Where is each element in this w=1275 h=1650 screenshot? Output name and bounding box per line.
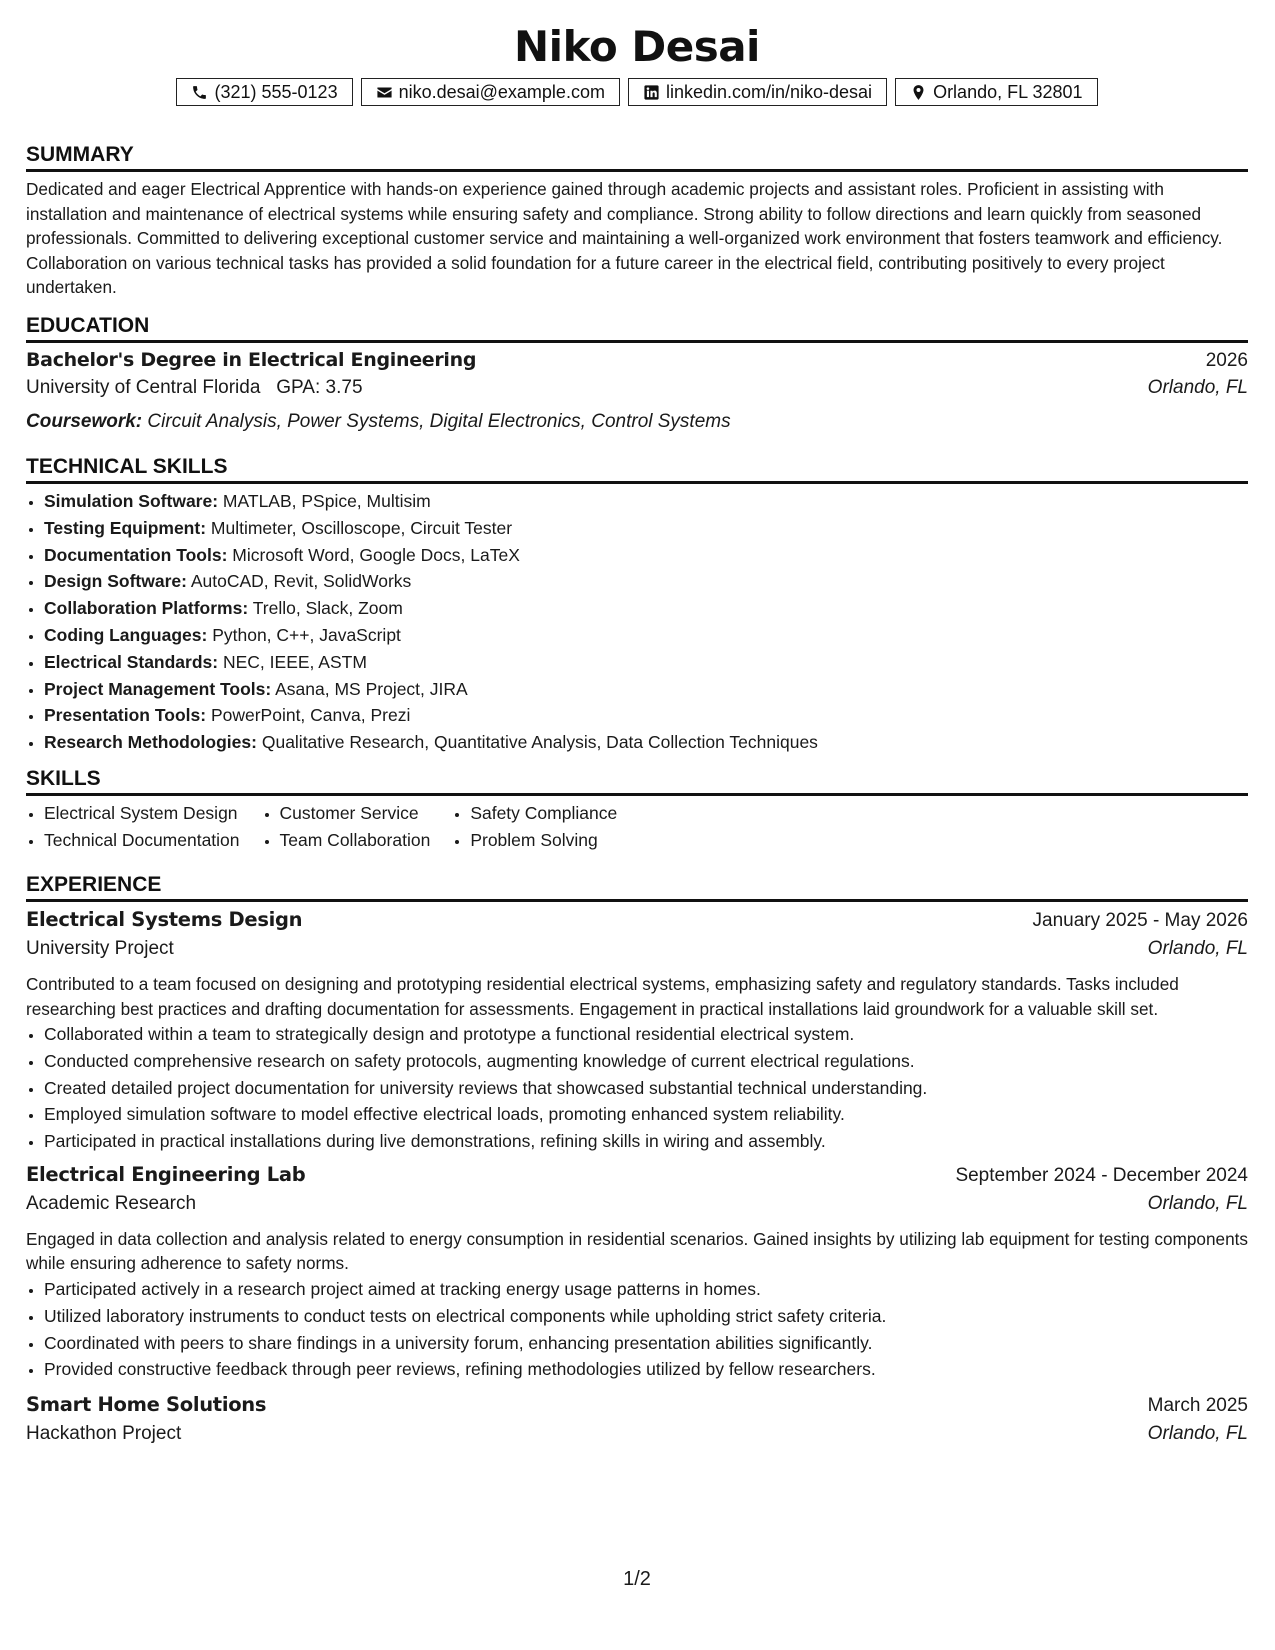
contact-bar xyxy=(26,78,1248,106)
list-item: • Problem Solving xyxy=(470,827,617,854)
list-item: • Safety Compliance xyxy=(470,800,617,827)
skills-column xyxy=(452,800,617,854)
role-title: Electrical Engineering Lab xyxy=(26,1162,306,1186)
list-item: • Documentation Tools: Microsoft Word, Google Docs, LaTeX xyxy=(44,542,1248,569)
linkedin-text: linkedin.com/in/niko-desai xyxy=(665,81,873,102)
experience-subheader xyxy=(26,1423,1248,1453)
list-item: • Coding Languages: Python, C++, JavaScript xyxy=(44,622,1248,649)
list-item: • Customer Service xyxy=(280,800,431,827)
section-divider xyxy=(26,899,1248,902)
page-number: 1/2 xyxy=(623,1568,651,1590)
summary-text: Dedicated and eager Electrical Apprentice with hands-on experience gained through academic projects and assistant roles. Proficient in assisting with installation and maintenance of electrical systems while ensuring safety and compliance. Strong ability to follow directions and learn quickly from seasoned professionals. Committed to delivering exceptional customer service and maintaining a well-organized work environment that fosters teamwork and efficiency. Collaboration on various technical tasks has provided a solid foundation for a future career in the electrical field, contributing positively to every project undertaken. xyxy=(26,179,1223,297)
role-dates: January 2025 - May 2026 xyxy=(1032,910,1248,931)
education-school-row xyxy=(26,377,1248,407)
list-item: • Testing Equipment: Multimeter, Oscilloscope, Circuit Tester xyxy=(44,515,1248,542)
location-text: Orlando, FL 32801 xyxy=(933,81,1083,102)
list-item: • Team Collaboration xyxy=(280,827,431,854)
coursework-label: Coursework: xyxy=(26,411,143,432)
section-title: SUMMARY xyxy=(26,143,134,166)
list-item: • Participated in practical installations during live demonstrations, refining skills in wiring and assembly. xyxy=(44,1128,1248,1155)
role-location: Orlando, FL xyxy=(1147,1423,1248,1445)
section-title: EDUCATION xyxy=(26,314,150,337)
experience-header xyxy=(26,1163,1248,1193)
section-divider xyxy=(26,481,1248,484)
skills-section xyxy=(26,765,1248,854)
experience-section xyxy=(26,871,1248,1453)
role-description: Engaged in data collection and analysis related to energy consumption in residential scenarios. Gained insights by utilizing lab equipment for testing components while ensuring adherence to safety norms. xyxy=(26,1228,1248,1274)
role-org: Academic Research xyxy=(26,1192,197,1214)
list-item: • Participated actively in a research project aimed at tracking energy usage patterns in homes. xyxy=(44,1276,1248,1303)
list-item: • Collaboration Platforms: Trello, Slack, Zoom xyxy=(44,595,1248,622)
experience-entry xyxy=(26,1163,1248,1383)
skills-column xyxy=(262,800,431,854)
school-line xyxy=(26,377,363,399)
graduation-year: 2026 xyxy=(1205,350,1248,371)
section-title: TECHNICAL SKILLS xyxy=(26,455,228,478)
role-dates: September 2024 - December 2024 xyxy=(955,1164,1248,1186)
candidate-name: Niko Desai xyxy=(514,22,760,71)
section-divider xyxy=(26,169,1248,172)
role-description: Contributed to a team focused on designing and prototyping residential electrical systems, emphasizing safety and regulatory standards. Tasks included researching best practices and drafting documentation for assessments. Engagement in practical installations laid groundwork for a valuable skill set. xyxy=(26,974,1179,1019)
list-item: • Presentation Tools: PowerPoint, Canva, Prezi xyxy=(44,702,1248,729)
school-location: Orlando, FL xyxy=(1147,377,1248,398)
phone-icon xyxy=(191,84,208,101)
role-org: University Project xyxy=(26,938,174,959)
section-divider xyxy=(26,793,1248,796)
experience-header xyxy=(26,908,1248,938)
list-item: • Provided constructive feedback through peer reviews, refining methodologies utilized by fellow researchers. xyxy=(44,1356,1248,1383)
contact-phone xyxy=(176,78,352,106)
summary-section xyxy=(26,141,1248,300)
section-title: SKILLS xyxy=(26,767,101,790)
role-bullets xyxy=(26,1021,1248,1155)
list-item: • Technical Documentation xyxy=(44,827,240,854)
list-item: • Design Software: AutoCAD, Revit, SolidWorks xyxy=(44,568,1248,595)
role-location: Orlando, FL xyxy=(1147,938,1248,959)
experience-entry xyxy=(26,908,1248,1155)
coursework-line xyxy=(26,407,1248,437)
school-name: University of Central Florida xyxy=(26,377,261,398)
list-item: • Conducted comprehensive research on safety protocols, augmenting knowledge of current electrical regulations. xyxy=(44,1048,1248,1075)
skills-grid xyxy=(26,800,1248,854)
experience-header xyxy=(26,1393,1248,1423)
section-title: EXPERIENCE xyxy=(26,873,162,896)
experience-entry xyxy=(26,1393,1248,1453)
list-item: • Collaborated within a team to strategically design and prototype a functional residential electrical system. xyxy=(44,1021,1248,1048)
technical-skills-section xyxy=(26,453,1248,756)
resume-page xyxy=(26,0,1248,1650)
role-location: Orlando, FL xyxy=(1147,1192,1248,1214)
role-dates: March 2025 xyxy=(1147,1395,1248,1417)
role-title: Electrical Systems Design xyxy=(26,908,303,931)
linkedin-icon xyxy=(643,84,660,101)
email-text: niko.desai@example.com xyxy=(398,81,605,102)
skills-column xyxy=(26,800,240,854)
experience-subheader xyxy=(26,1193,1248,1223)
contact-email[interactable] xyxy=(361,78,620,106)
section-divider xyxy=(26,340,1248,343)
degree-title: Bachelor's Degree in Electrical Engineering xyxy=(26,349,477,371)
technical-skills-list xyxy=(26,488,1248,756)
list-item: • Electrical Standards: NEC, IEEE, ASTM xyxy=(44,649,1248,676)
list-item: • Utilized laboratory instruments to conduct tests on electrical components while upholding strict safety criteria. xyxy=(44,1303,1248,1330)
education-section xyxy=(26,312,1248,437)
list-item: • Coordinated with peers to share findings in a university forum, enhancing presentation abilities significantly. xyxy=(44,1330,1248,1357)
contact-location xyxy=(895,78,1097,106)
gpa: GPA: 3.75 xyxy=(276,377,363,398)
role-title: Smart Home Solutions xyxy=(26,1393,267,1417)
contact-linkedin[interactable] xyxy=(628,78,887,106)
list-item: • Research Methodologies: Qualitative Research, Quantitative Analysis, Data Collection Techniques xyxy=(44,729,1248,756)
experience-subheader xyxy=(26,938,1248,968)
role-org: Hackathon Project xyxy=(26,1423,182,1445)
education-row xyxy=(26,349,1248,377)
list-item: • Employed simulation software to model effective electrical loads, promoting enhanced system reliability. xyxy=(44,1101,1248,1128)
envelope-icon xyxy=(376,84,393,101)
coursework-list: Circuit Analysis, Power Systems, Digital Electronics, Control Systems xyxy=(147,411,731,432)
list-item: • Created detailed project documentation for university reviews that showcased substantial technical understanding. xyxy=(44,1075,1248,1102)
location-pin-icon xyxy=(910,84,927,101)
list-item: • Project Management Tools: Asana, MS Project, JIRA xyxy=(44,676,1248,703)
phone-text: (321) 555-0123 xyxy=(214,81,338,102)
role-bullets xyxy=(26,1276,1248,1383)
list-item: • Simulation Software: MATLAB, PSpice, Multisim xyxy=(44,488,1248,515)
list-item: • Electrical System Design xyxy=(44,800,240,827)
